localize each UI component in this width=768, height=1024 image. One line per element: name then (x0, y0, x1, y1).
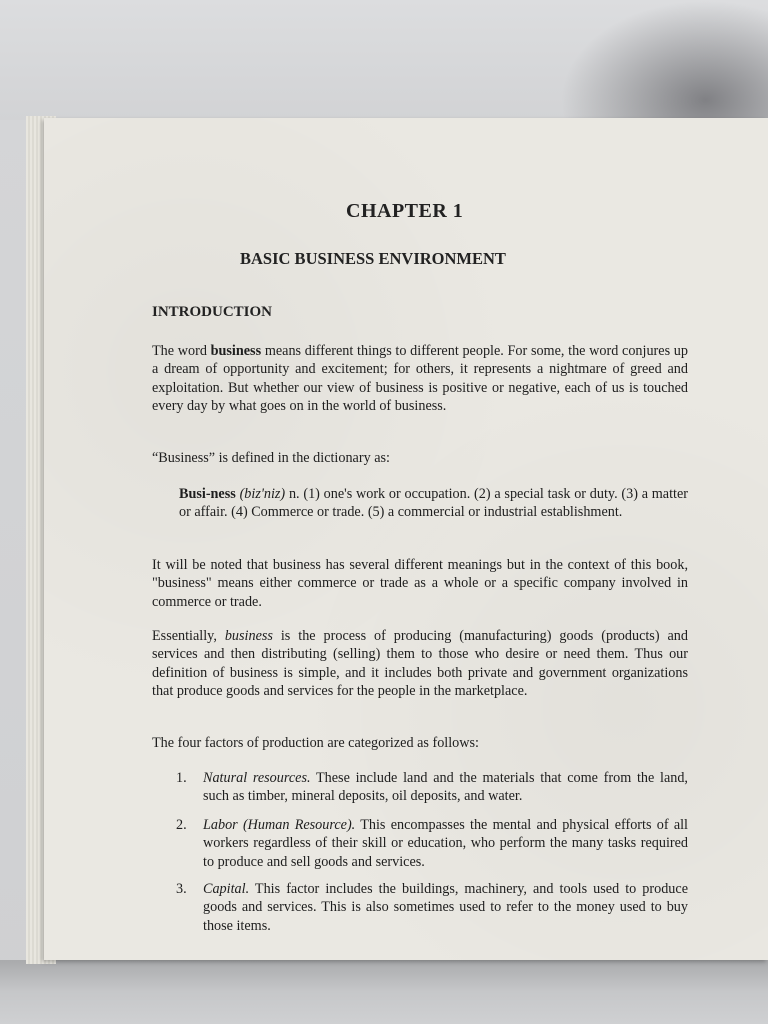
list-item-text: This factor includes the buildings, machinery, and tools used to produce goods and services. This is also sometimes used to refer to the money used to buy those items. (203, 881, 688, 934)
definition-block (179, 485, 688, 522)
paragraph-1 (152, 342, 688, 415)
paragraph-4-text-a: Essentially, (152, 628, 225, 644)
paragraph-1-text-b: means different things to different people. For some, the word conjures up a dream of opportunity and excitement; for others, it represents a nightmare of greed and exploitation. But whether our view of business is positive or negative, each of us is touched every day by what goes on in the world of business. (152, 343, 688, 414)
background-bottom (0, 960, 768, 1024)
background-shadow (560, 0, 768, 125)
chapter-number: CHAPTER 1 (346, 200, 464, 222)
list-item-body (203, 816, 688, 871)
paragraph-2: “Business” is defined in the dictionary as: (152, 450, 390, 466)
chapter-title: BASIC BUSINESS ENVIRONMENT (240, 249, 506, 268)
paragraph-5: The four factors of production are categorized as follows: (152, 735, 479, 751)
list-item-body (203, 769, 688, 806)
list-item-text: These include land and the materials that come from the land, such as timber, mineral deposits, oil deposits, and water. (203, 770, 688, 805)
paragraph-4-italic: business (224, 628, 273, 644)
list-item-number: 2. (176, 817, 187, 833)
list-item-term: Natural resources. (203, 770, 311, 786)
definition-term: Busi-ness (179, 486, 236, 502)
section-heading: INTRODUCTION (152, 304, 273, 320)
definition-pronunciation: (biz'niz) (239, 486, 286, 502)
definition-text: n. (1) one's work or occupation. (2) a special task or duty. (3) a matter or affair. (4) Commerce or trade. (5) a commercial or industrial establishment. (179, 486, 689, 521)
list-item-term: Capital. (203, 881, 250, 897)
paragraph-1-bold: business (210, 343, 262, 359)
list-item-number: 1. (176, 770, 187, 786)
paragraph-4 (152, 627, 688, 700)
paragraph-1-text-a: The word (152, 343, 211, 359)
paragraph-4-text-b: is the process of producing (manufacturing) goods (products) and services and then distributing (selling) them to those who desire or need them. Thus our definition of business is simple, and it includes both private and government organizations that produce goods and services for the people in the marketplace. (152, 628, 688, 699)
list-item-body (203, 880, 688, 935)
list-item-number: 3. (176, 881, 187, 897)
paragraph-3: It will be noted that business has several different meanings but in the context of this book, "business" means either commerce or trade as a whole or a specific company involved in commerce or trade. (152, 557, 688, 610)
list-item-text: This encompasses the mental and physical efforts of all workers regardless of their skill or education, who perform the many tasks required to produce and sell goods and services. (203, 817, 688, 870)
list-item-term: Labor (Human Resource). (203, 817, 356, 833)
